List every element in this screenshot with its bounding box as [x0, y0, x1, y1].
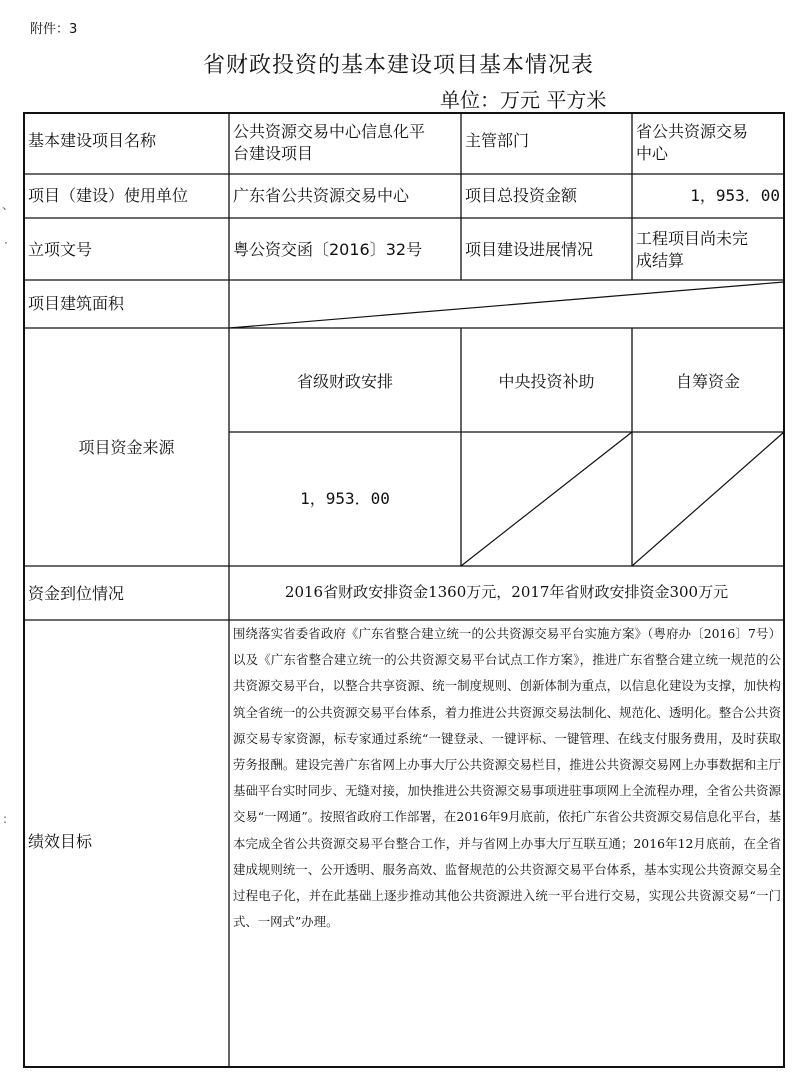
label-total-investment: 项目总投资金额 [465, 186, 578, 205]
value-approval-number: 粤公资交函〔2016〕32号 [233, 240, 423, 259]
value-project-name-line2: 台建设项目 [233, 144, 314, 163]
margin-mark: · [4, 236, 8, 250]
header-self-raised: 自筹资金 [675, 372, 740, 391]
value-funds-arrival: 2016省财政安排资金1360万元，2017年省财政安排资金300万元 [284, 583, 729, 601]
performance-text: 围绕落实省委省政府《广东省整合建立统一的公共资源交易平台实施方案》（粤府办〔2016〕7号）以及《广东省整合建立统一的公共资源交易平台试点工作方案》，推进广东省整合建立统一规范的公共资源交易平台，以整合共享资源、统一制度规则、创新体制为重点，以信息化建设为支撑，加快构筑全省统一的公共资源交易平台体系，着力推进公共资源交易法制化、规范化、透明化。整合公共资源交易专家资源，标专家通过系统“一键登录、一键评标、一键管理、在线支付服务费用，及时获取劳务报酬。建设完善广东省网上办事大厅公共资源交易栏目，推进公共资源交易网上办事数据和主厅基础平台实时同步、无缝对接，加快推进公共资源交易事项进驻事项网上全流程办理，全省公共资源交易“一网通”。按照省政府工作部署，在2016年9月底前，依托广东省公共资源交易信息化平台，基本完成全省公共资源交易平台整合工作，并与省网上办事大厅互联互通；2016年12月底前，在全省建成规则统一、公开透明、服务高效、监督规范的公共资源交易平台体系，基本实现公共资源交易全过程电子化，并在此基础上逐步推动其他公共资源进入统一平台进行交易，实现公共资源交易“一门式、一网式”办理。 [233, 626, 781, 930]
value-provincial-funding: 1，953．00 [300, 489, 390, 508]
margin-mark: : [3, 812, 8, 826]
label-approval-number: 立项文号 [28, 240, 93, 259]
unit-label: 单位：万元 平方米 [440, 88, 607, 112]
label-funds-arrival: 资金到位情况 [28, 584, 125, 603]
label-progress: 项目建设进展情况 [465, 240, 594, 259]
value-department-line1: 省公共资源交易 [636, 122, 749, 141]
label-funding-source: 项目资金来源 [78, 438, 175, 457]
label-project-name: 基本建设项目名称 [28, 131, 157, 150]
value-project-name-line1: 公共资源交易中心信息化平 [233, 122, 426, 141]
margin-mark: 、 [2, 198, 15, 212]
page-title: 省财政投资的基本建设项目基本情况表 [202, 53, 594, 78]
value-progress-line1: 工程项目尚未完 [636, 229, 749, 248]
label-department: 主管部门 [465, 131, 530, 150]
header-provincial-funding: 省级财政安排 [296, 372, 393, 391]
label-performance-goal: 绩效目标 [28, 832, 93, 851]
label-user-unit: 项目（建设）使用单位 [28, 186, 189, 205]
header-central-subsidy: 中央投资补助 [498, 372, 595, 391]
value-department-line2: 中心 [636, 144, 669, 163]
label-building-area: 项目建筑面积 [28, 294, 125, 313]
value-progress-line2: 成结算 [636, 251, 685, 270]
value-total-investment: 1，953．00 [690, 186, 780, 205]
attachment-label: 附件：3 [30, 22, 78, 37]
value-user-unit: 广东省公共资源交易中心 [233, 186, 410, 205]
